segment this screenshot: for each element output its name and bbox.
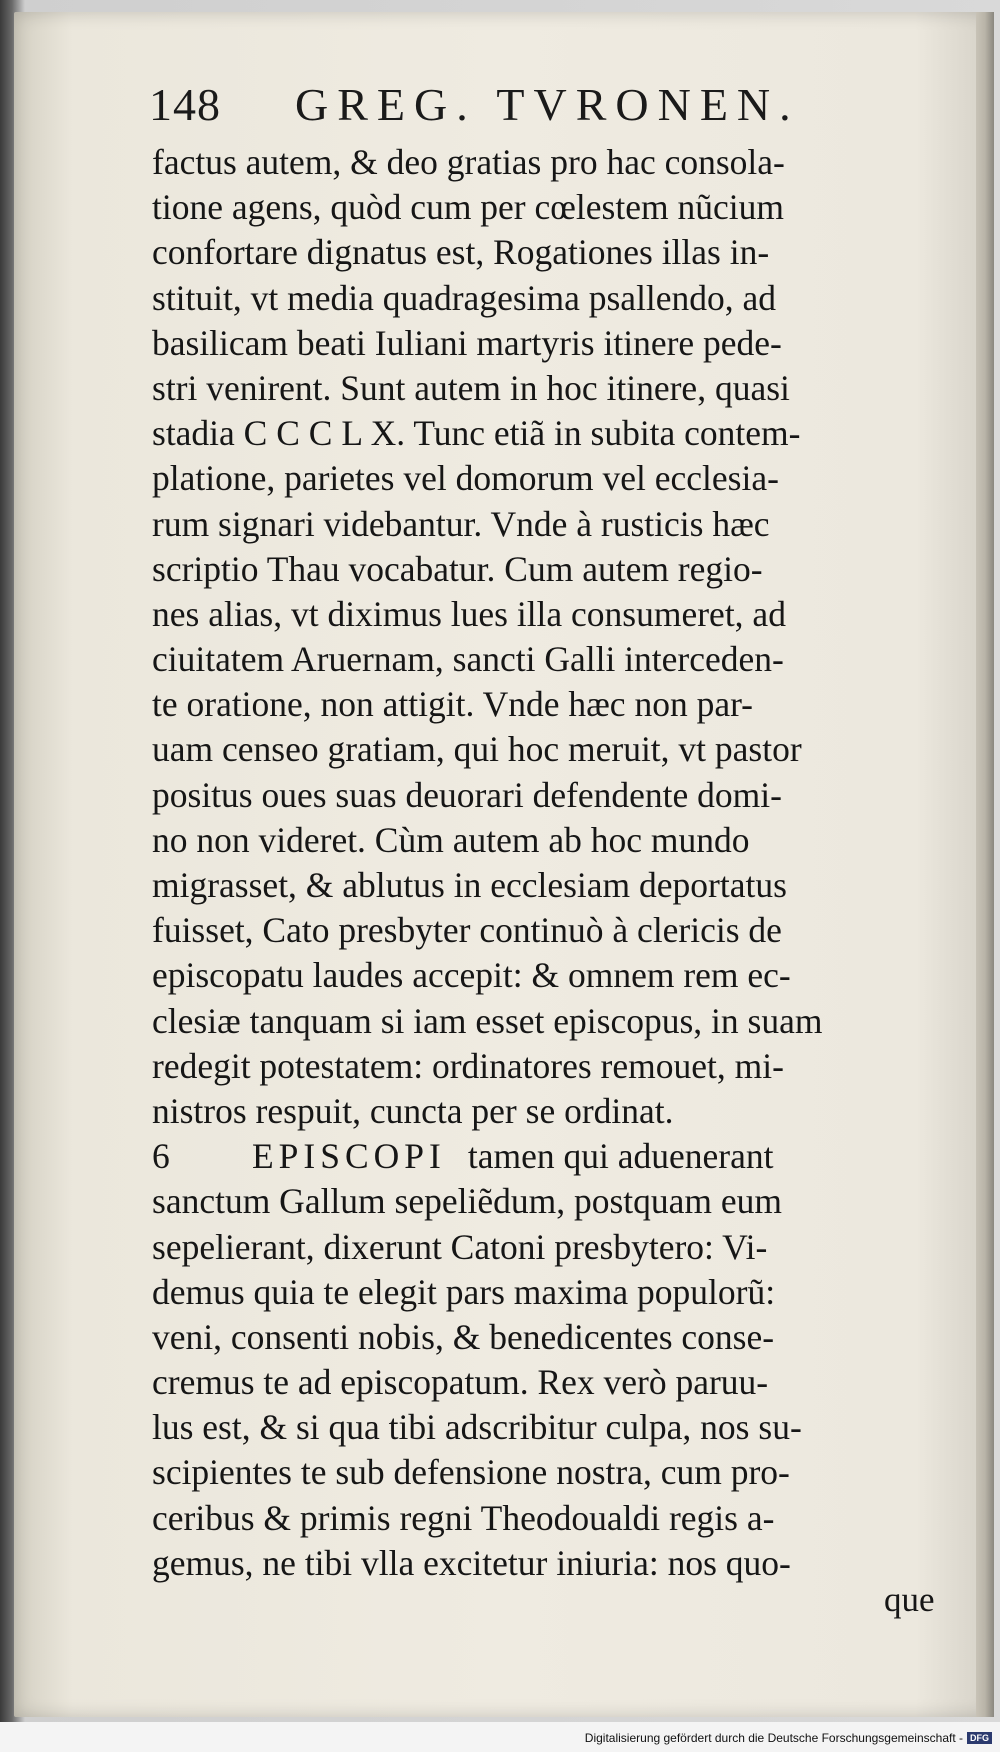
digitization-credit — [585, 1731, 992, 1745]
text-line: tione agens, quòd cum per cœlestem nũcium — [152, 187, 784, 228]
text-line: confortare dignatus est, Rogationes illas in- — [152, 232, 770, 273]
text-line: scipientes te sub defensione nostra, cum pro- — [152, 1452, 790, 1493]
text-line: clesiæ tanquam si iam esset episcopus, in suam — [152, 1000, 823, 1041]
text-line: sanctum Gallum sepeliẽdum, postquam eum — [152, 1181, 783, 1222]
text-line: cremus te ad episcopatum. Rex verò paruu- — [152, 1362, 769, 1403]
text-line: no non videret. Cùm autem ab hoc mundo — [152, 819, 750, 860]
section-line-text: tamen qui aduenerant — [467, 1136, 774, 1177]
text-line: redegit potestatem: ordinatores remouet, mi- — [152, 1045, 784, 1086]
text-line: nistros respuit, cuncta per se ordinat. — [152, 1090, 674, 1131]
section-number: 6 — [152, 1136, 170, 1177]
text-line: ceribus & primis regni Theodoualdi regis a- — [152, 1497, 775, 1538]
body-text — [152, 140, 942, 1586]
text-line: scriptio Thau vocabatur. Cum autem regio- — [152, 548, 763, 589]
text-line: nes alias, vt diximus lues illa consumeret, ad — [152, 593, 786, 634]
dfg-logo: DFG — [967, 1732, 992, 1744]
text-line: rum signari videbantur. Vnde à rusticis hæc — [152, 503, 770, 544]
text-line: factus autem, & deo gratias pro hac consola- — [152, 142, 785, 182]
page-edge — [976, 12, 994, 1717]
text-line: stri venirent. Sunt autem in hoc itinere, quasi — [152, 367, 790, 408]
text-line: te oratione, non attigit. Vnde hæc non par- — [152, 684, 754, 725]
text-line: ciuitatem Aruernam, sancti Galli interceden- — [152, 639, 784, 680]
text-lines-second-paragraph — [152, 1179, 942, 1586]
text-line: stituit, vt media quadragesima psallendo, ad — [152, 277, 777, 318]
page-header — [135, 78, 875, 140]
text-line: uam censeo gratiam, qui hoc meruit, vt pastor — [152, 729, 802, 770]
text-line: sepelierant, dixerunt Catoni presbytero: Vi- — [152, 1226, 768, 1267]
credit-text: Digitalisierung gefördert durch die Deutsche Forschungsgemeinschaft - — [584, 1731, 963, 1745]
text-line: demus quia te elegit pars maxima populorũ: — [152, 1271, 776, 1312]
catchword: que — [884, 1580, 935, 1619]
text-lines-first-paragraph — [152, 140, 942, 1134]
section-initial-word: EPISCOPI — [252, 1136, 446, 1177]
text-line: veni, consenti nobis, & benedicentes conse- — [152, 1316, 775, 1357]
text-line: stadia C C C L X. Tunc etiã in subita contem- — [152, 413, 801, 454]
page-number: 148 — [149, 79, 221, 130]
text-line: fuisset, Cato presbyter continuò à clericis de — [152, 910, 782, 951]
text-line: positus oues suas deuorari defendente domi- — [152, 774, 782, 815]
text-line: platione, parietes vel domorum vel ecclesia- — [152, 458, 779, 499]
text-line: basilicam beati Iuliani martyris itinere pede- — [152, 322, 782, 363]
text-line: lus est, & si qua tibi adscribitur culpa, nos su- — [152, 1407, 802, 1448]
section-heading-line — [152, 1134, 942, 1179]
text-line: episcopatu laudes accepit: & omnem rem ec- — [152, 955, 791, 996]
text-line: gemus, ne tibi vlla excitetur iniuria: nos quo- — [152, 1542, 791, 1583]
text-line: migrasset, & ablutus in ecclesiam deportatus — [152, 865, 787, 905]
running-head: GREG. TVRONEN. — [295, 79, 800, 130]
